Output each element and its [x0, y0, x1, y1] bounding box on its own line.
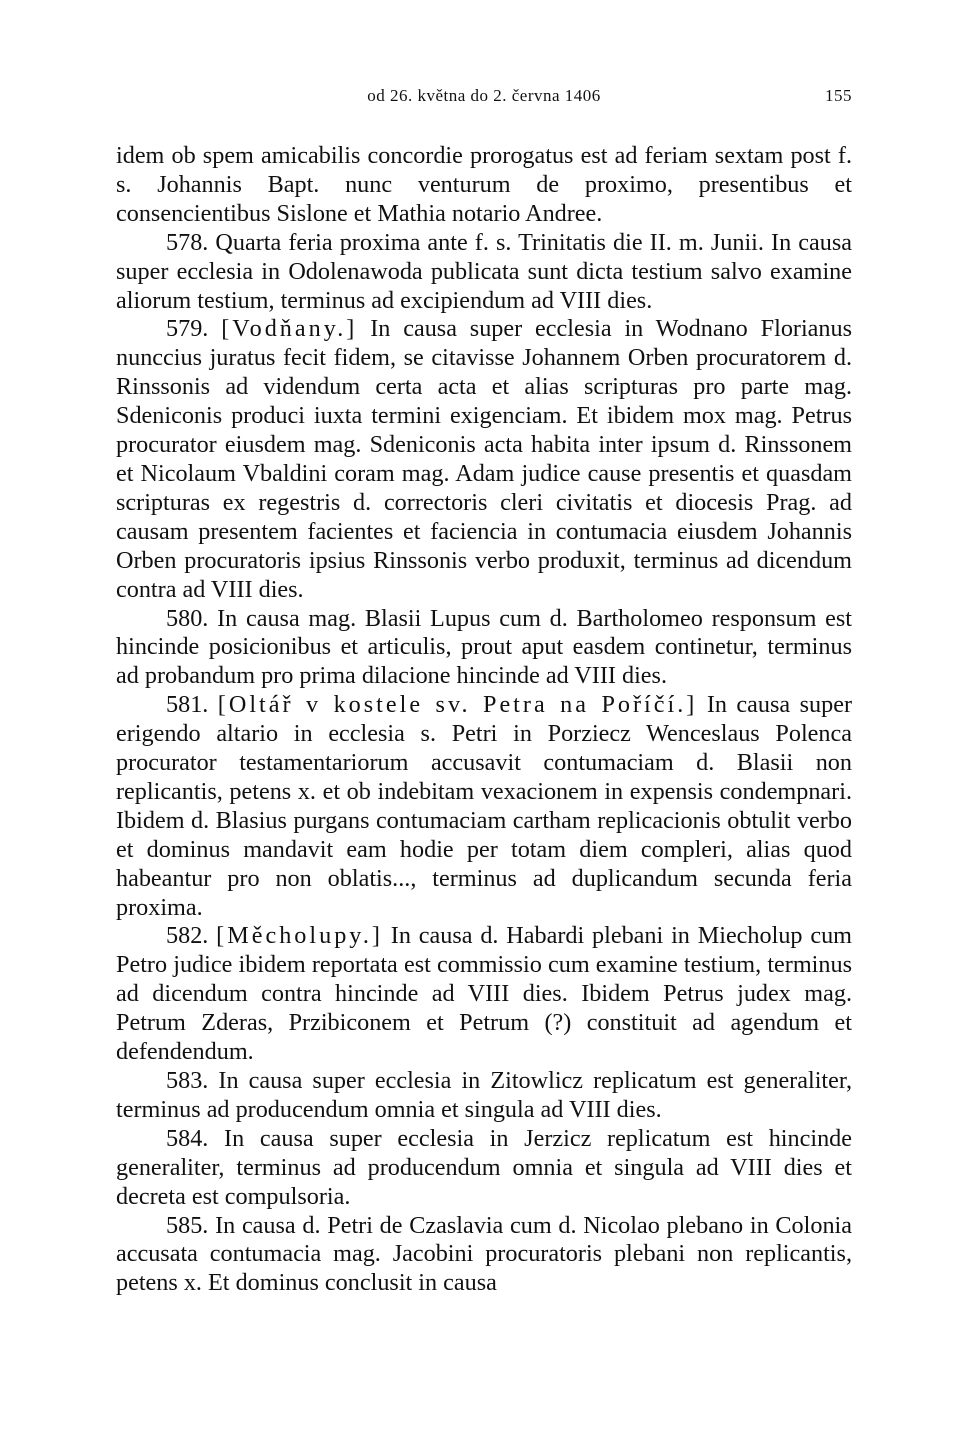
entry-number: 584.	[166, 1124, 209, 1152]
entry-580	[116, 605, 852, 692]
entry-place-heading: [Vodňany.]	[221, 315, 358, 343]
entry-585	[116, 1212, 852, 1299]
entry-number: 585.	[166, 1211, 209, 1239]
entry-text: In causa mag. Blasii Lupus cum d. Bartholomeo responsum est hincinde posicionibus et articulis, prout aput easdem continetur, terminus ad probandum pro prima dilacione hincinde ad VIII dies.	[116, 604, 852, 690]
entry-number: 578.	[166, 228, 209, 256]
entry-text: In causa super ecclesia in Zitowlicz replicatum est generaliter, terminus ad producendum omnia et singula ad VIII dies.	[116, 1067, 853, 1123]
entry-place-heading: [Oltář v kostele sv. Petra na Poříčí.]	[217, 691, 698, 719]
paragraph-continuation	[116, 142, 852, 229]
page-body	[116, 142, 852, 1298]
entry-text: In causa super erigendo altario in ecclesia s. Petri in Porziecz Wenceslaus Polenca procurator testamentariorum accusavit contumaciam d. Blasii non replicantis, petens x. et ob indebitam vexacionem in expensis condempnari. Ibidem d. Blasius purgans contumaciam cartham replicacionis obtulit verbo et dominus mandavit eam hodie per totam diem compleri, alias quod habeantur pro non oblatis..., terminus ad duplicandum secunda feria proxima.	[116, 691, 852, 921]
entry-number: 581.	[166, 691, 209, 719]
entry-584	[116, 1125, 852, 1212]
entry-text: In causa d. Petri de Czaslavia cum d. Nicolao plebano in Colonia accusata contumacia mag. Jacobini procuratoris plebani non replicantis, petens x. Et dominus conclusit in causa	[116, 1211, 852, 1297]
page-number: 155	[825, 86, 852, 105]
entry-number: 580.	[166, 604, 209, 632]
entry-text: In causa super ecclesia in Jerzicz replicatum est hincinde generaliter, terminus ad producendum omnia et singula ad VIII dies et decreta est compulsoria.	[116, 1124, 853, 1210]
entry-581	[116, 691, 852, 922]
running-title: od 26. května do 2. června 1406	[367, 86, 601, 105]
entry-number: 583.	[166, 1067, 209, 1094]
page-header	[116, 86, 852, 116]
entry-text: Quarta feria proxima ante f. s. Trinitatis die II. m. Junii. In causa super ecclesia in Odolenawoda publicata sunt dicta testium salvo examine aliorum testium, terminus ad excipiendum ad VIII dies.	[116, 228, 852, 314]
entry-578	[116, 229, 852, 316]
entry-text: In causa d. Habardi plebani in Miecholup cum Petro judice ibidem reportata est commissio cum examine testium, terminus ad dicendum contra hincinde ad VIII dies. Ibidem Petrus judex mag. Petrum Zderas, Przibiconem et Petrum (?) constituit ad agendum et defendendum.	[116, 922, 852, 1066]
entry-number: 579.	[166, 315, 209, 343]
entry-582	[116, 922, 852, 1067]
entry-579	[116, 315, 852, 604]
entry-number: 582.	[166, 922, 209, 950]
paragraph-text: idem ob spem amicabilis concordie prorogatus est ad feriam sextam post f. s. Johannis Bapt. nunc venturum de proximo, presentibus et consencientibus Sislone et Mathia notario Andree.	[116, 142, 852, 227]
entry-place-heading: [Měcholupy.]	[216, 922, 383, 950]
entry-text: In causa super ecclesia in Wodnano Florianus nunccius juratus fecit fidem, se citavisse Johannem Orben procuratorem d. Rinssonis ad videndum certa acta et alias scripturas pro parte mag. Sdeniconis produci iuxta termini exigenciam. Et ibidem mox mag. Petrus procurator eiusdem mag. Sdeniconis acta habita inter ipsum d. Rinssonem et Nicolaum Vbaldini coram mag. Adam judice cause presentis et quasdam scripturas ex regestris d. correctoris cleri civitatis et diocesis Prag. ad causam presentem facientes et faciencia in contumacia eiusdem Johannis Orben procuratoris ipsius Rinssonis verbo produxit, terminus ad dicendum contra ad VIII dies.	[116, 315, 853, 603]
entry-583	[116, 1067, 852, 1125]
